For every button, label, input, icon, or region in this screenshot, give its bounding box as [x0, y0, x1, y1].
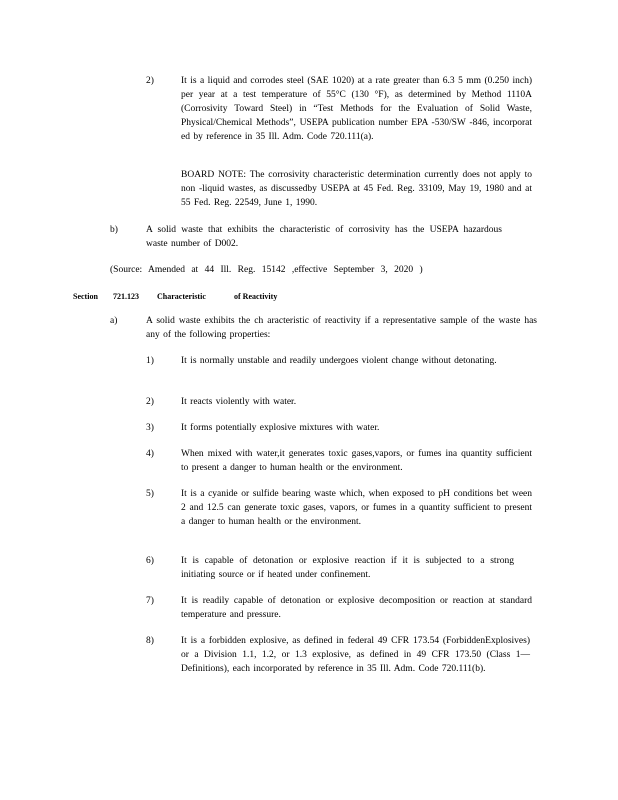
board-note: BOARD NOTE: The corrosivity characteristic determination currently does not apply to non -liquid wastes, as discussedby USEPA at 45 Fed. Reg. 33109, May 19, 1980 and at 55 Fed. Reg. 22549, June 1, 1990.: [181, 170, 532, 208]
source-note: (Source: Amended at 44 Ill. Reg. 15142 ,effective September 3, 2020 ): [110, 265, 423, 275]
section-title-part2: of Reactivity: [234, 292, 278, 301]
property-text: It is a forbidden explosive, as defined in federal 49 CFR 173.54 (ForbiddenExplosives) or a Division 1.1, 1.2, or 1.3 explosive, as defined in 49 CFR 173.50 (Class 1— Definitions), each incorporated by reference in 35 Ill. Adm. Code 720.111(b).: [181, 636, 530, 674]
item-a-text: A solid waste exhibits the ch aracteristic of reactivity if a representative sample of the waste has any of the following properties:: [146, 316, 537, 340]
item-b-text: A solid waste that exhibits the characteristic of corrosivity has the USEPA hazardous waste number of D002.: [146, 225, 502, 249]
section-label: Section: [73, 292, 98, 301]
property-number: 8): [146, 636, 154, 646]
property-text: It forms potentially explosive mixtures with water.: [181, 423, 380, 433]
property-number: 4): [146, 449, 154, 459]
item-a-label: a): [110, 316, 118, 326]
property-text: It is a cyanide or sulfide bearing waste which, when exposed to pH conditions bet ween 2 and 12.5 can generate toxic gases, vapors, or fumes in a quantity sufficient to present a danger to human health or the environment.: [181, 489, 532, 527]
property-text: When mixed with water,it generates toxic gases,vapors, or fumes ina quantity sufficient to present a danger to human health or the environment.: [181, 449, 532, 473]
property-text: It is readily capable of detonation or explosive decomposition or reaction at standard temperature and pressure.: [181, 596, 532, 620]
property-text: It is capable of detonation or explosive reaction if it is subjected to a strong initiating source or if heated under confinement.: [181, 556, 514, 580]
item-b-label: b): [110, 225, 118, 235]
section-title-part1: Characteristic: [157, 292, 206, 301]
item-a2-text: It is a liquid and corrodes steel (SAE 1020) at a rate greater than 6.3 5 mm (0.250 inch) per year at a test temperature of 55°C (130 °F), as determined by Method 1110A (Corrosivity Toward Steel) in “Test Methods for the Evaluation of Solid Waste, Physical/Chemical Methods”, USEPA publication number EPA -530/SW -846, incorporat ed by reference in 35 Ill. Adm. Code 720.111(a).: [181, 76, 532, 142]
property-number: 6): [146, 556, 154, 566]
section-number: 721.123: [113, 292, 139, 301]
property-text: It is normally unstable and readily undergoes violent change without detonating.: [181, 356, 497, 366]
property-number: 3): [146, 423, 154, 433]
property-number: 2): [146, 397, 154, 407]
property-number: 7): [146, 596, 154, 606]
item-a2-number: 2): [146, 76, 154, 86]
property-text: It reacts violently with water.: [181, 397, 297, 407]
property-number: 1): [146, 356, 154, 366]
property-number: 5): [146, 489, 154, 499]
